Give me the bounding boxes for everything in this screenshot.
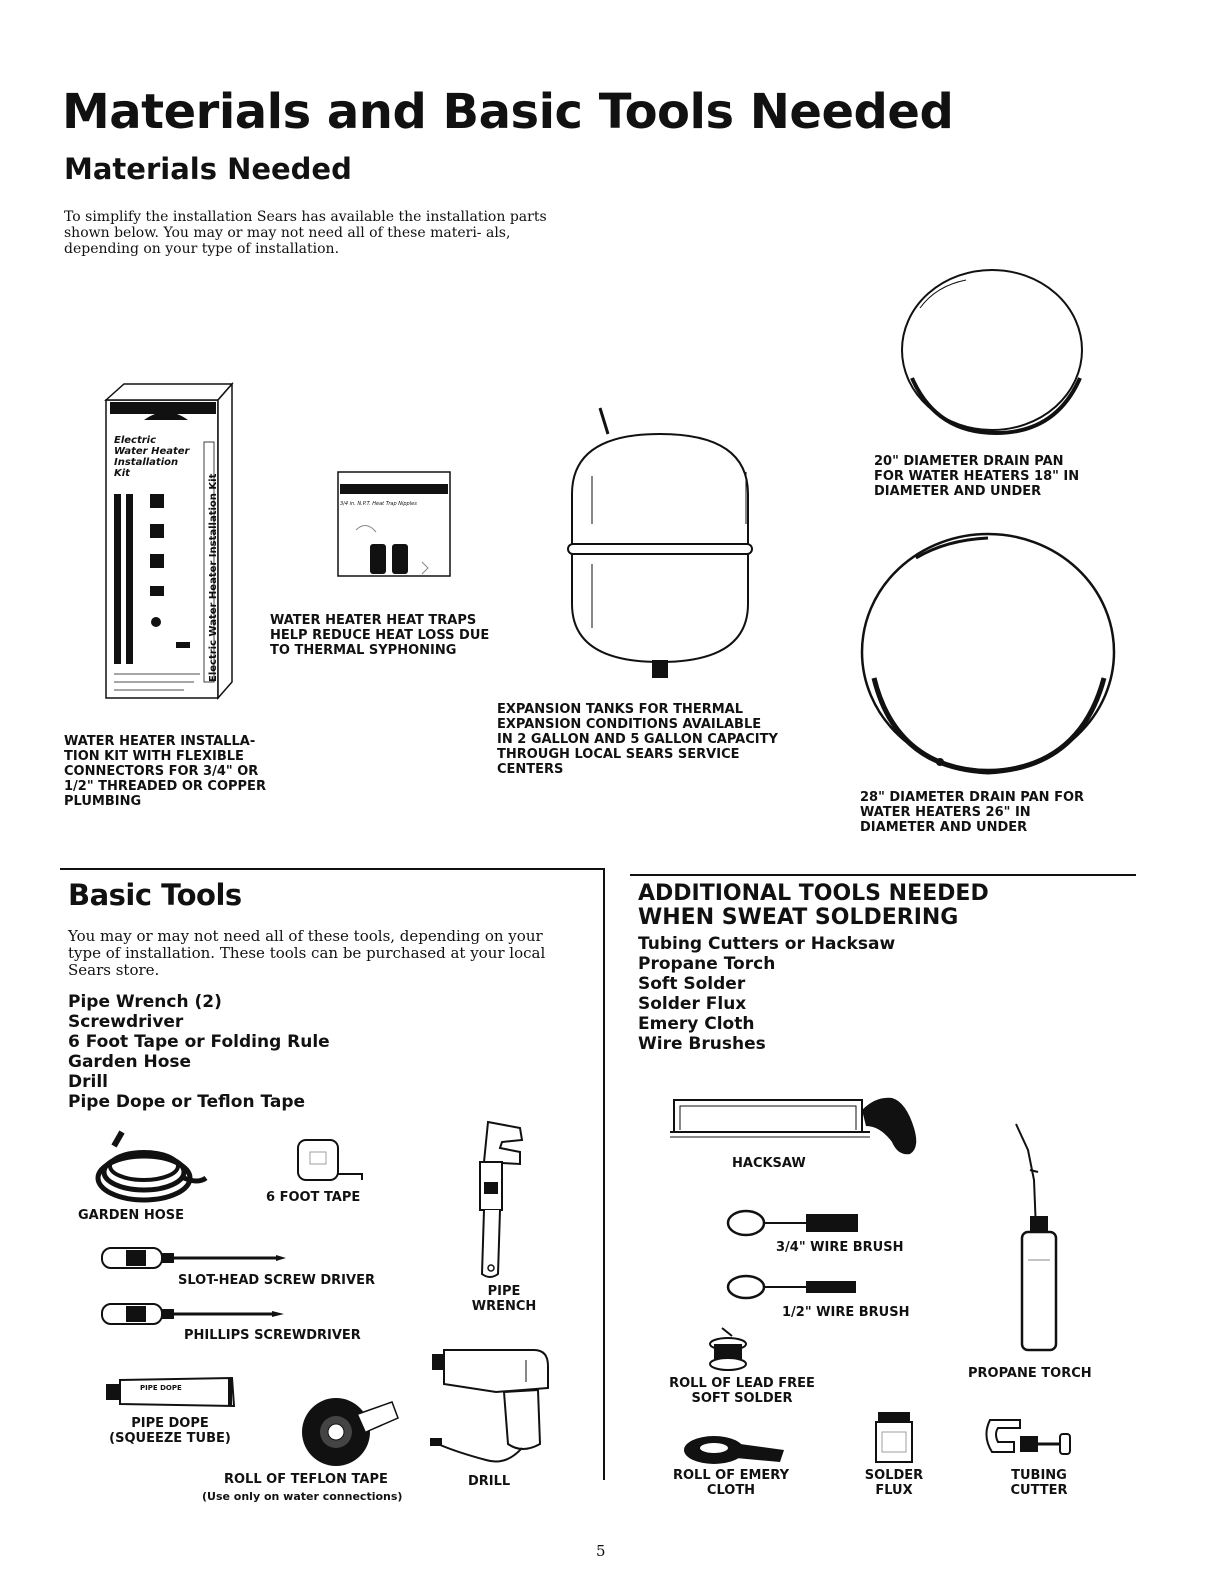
- label-line: CLOTH: [706, 1483, 756, 1498]
- pipe-wrench-label: [462, 1284, 546, 1314]
- wire-brush-34-illustration: [726, 1206, 866, 1240]
- caption-line: WATER HEATERS 26" IN: [860, 805, 1031, 820]
- kit-box-line: Electric: [114, 435, 157, 446]
- teflon-tape-note: (Use only on water connections): [202, 1490, 403, 1503]
- caption-line: IN 2 GALLON AND 5 GALLON CAPACITY: [497, 732, 778, 747]
- drain-pan-28-caption: [860, 790, 1084, 835]
- propane-torch-label: PROPANE TORCH: [968, 1366, 1092, 1381]
- wire-brush-12-label: 1/2" WIRE BRUSH: [782, 1305, 910, 1320]
- caption-line: 20" DIAMETER DRAIN PAN: [874, 454, 1064, 469]
- drain-pan-28-illustration: [856, 528, 1136, 784]
- label-line: SOLDER: [864, 1468, 924, 1483]
- list-item: Drill: [68, 1072, 108, 1092]
- hacksaw-illustration: [666, 1092, 936, 1158]
- tape-measure-illustration: [296, 1136, 368, 1186]
- list-item: Solder Flux: [638, 994, 747, 1014]
- tubing-cutter-label: [994, 1468, 1084, 1498]
- heat-trap-box-print: 3/4 in. N.P.T. Heat Trap Nipples: [340, 501, 417, 507]
- teflon-tape-illustration: [300, 1392, 410, 1472]
- caption-line: FOR WATER HEATERS 18" IN: [874, 469, 1080, 484]
- caption-line: 1/2" THREADED OR COPPER: [64, 779, 266, 794]
- kit-box-line: Water Heater: [114, 446, 190, 457]
- garden-hose-illustration: [94, 1128, 214, 1208]
- list-item: Screwdriver: [68, 1012, 184, 1032]
- emery-cloth-label: [656, 1468, 806, 1498]
- list-item: 6 Foot Tape or Folding Rule: [68, 1032, 330, 1052]
- kit-box-line: Kit: [114, 468, 130, 479]
- caption-line: TO THERMAL SYPHONING: [270, 643, 457, 658]
- kit-side-text: Electric Water Heater Installation Kit: [208, 473, 219, 682]
- additional-tools-heading: [638, 882, 989, 930]
- label-line: WRENCH: [471, 1299, 537, 1314]
- tubing-cutter-illustration: [980, 1412, 1080, 1462]
- caption-line: WATER HEATER INSTALLA-: [64, 734, 256, 749]
- hacksaw-label: HACKSAW: [732, 1156, 806, 1171]
- label-line: FLUX: [875, 1483, 913, 1498]
- expansion-tank-caption: [497, 702, 778, 777]
- solder-flux-jar-illustration: [874, 1410, 914, 1464]
- list-item: Propane Torch: [638, 954, 776, 974]
- label-line: ROLL OF EMERY: [672, 1468, 790, 1483]
- label-line: TUBING: [1011, 1468, 1067, 1483]
- basic-tools-intro: You may or may not need all of these tools, depending on your type of installation. These tools can be purchased at your local Sears store.: [68, 927, 546, 979]
- heading-line: ADDITIONAL TOOLS NEEDED: [638, 881, 989, 906]
- label-line: (SQUEEZE TUBE): [109, 1431, 231, 1446]
- caption-line: 28" DIAMETER DRAIN PAN FOR: [860, 790, 1085, 805]
- label-line: PIPE DOPE: [131, 1416, 209, 1431]
- caption-line: PLUMBING: [64, 794, 142, 809]
- caption-line: EXPANSION TANKS FOR THERMAL: [497, 702, 743, 717]
- list-item: Tubing Cutters or Hacksaw: [638, 934, 896, 954]
- slot-screwdriver-illustration: [100, 1244, 290, 1272]
- column-divider: [603, 868, 605, 1480]
- drain-pan-20-illustration: [896, 268, 1096, 448]
- materials-intro: To simplify the installation Sears has available the installation parts shown below. You may or may not need all of these materi- als, depending on your type of installation.: [64, 209, 547, 257]
- label-line: SOFT SOLDER: [691, 1391, 793, 1406]
- pipe-dope-tube-illustration: [104, 1374, 240, 1410]
- label-line: CUTTER: [1010, 1483, 1068, 1498]
- heat-traps-caption: [270, 613, 489, 658]
- basic-tools-heading: Basic Tools: [68, 878, 242, 912]
- additional-tools-rule: [630, 874, 1136, 876]
- wire-brush-12-illustration: [726, 1272, 866, 1302]
- basic-tools-rule: [60, 868, 604, 870]
- pipe-dope-tube-print: PIPE DOPE: [140, 1384, 182, 1392]
- caption-line: WATER HEATER HEAT TRAPS: [270, 613, 477, 628]
- page-title: Materials and Basic Tools Needed: [62, 84, 954, 140]
- tape-label: 6 FOOT TAPE: [266, 1190, 361, 1205]
- heading-line: WHEN SWEAT SOLDERING: [638, 905, 959, 930]
- kit-box-label: [114, 435, 189, 479]
- caption-line: EXPANSION CONDITIONS AVAILABLE: [497, 717, 762, 732]
- drill-label: DRILL: [468, 1474, 511, 1489]
- label-line: PIPE: [487, 1284, 521, 1299]
- list-item: Pipe Wrench (2): [68, 992, 222, 1012]
- list-item: Emery Cloth: [638, 1014, 755, 1034]
- caption-line: DIAMETER AND UNDER: [860, 820, 1028, 835]
- kit-caption: [64, 734, 266, 809]
- list-item: Soft Solder: [638, 974, 746, 994]
- teflon-tape-label: ROLL OF TEFLON TAPE: [224, 1472, 388, 1487]
- caption-line: TION KIT WITH FLEXIBLE: [64, 749, 244, 764]
- caption-line: CENTERS: [497, 762, 564, 777]
- pipe-dope-label: [94, 1416, 246, 1446]
- propane-torch-illustration: [1008, 1120, 1072, 1356]
- emery-cloth-illustration: [680, 1428, 790, 1468]
- list-item: Wire Brushes: [638, 1034, 766, 1054]
- caption-line: DIAMETER AND UNDER: [874, 484, 1042, 499]
- expansion-tank-illustration: [560, 404, 790, 694]
- list-item: Garden Hose: [68, 1052, 192, 1072]
- wire-brush-34-label: 3/4" WIRE BRUSH: [776, 1240, 904, 1255]
- solder-spool-illustration: [704, 1324, 754, 1374]
- list-item: Pipe Dope or Teflon Tape: [68, 1092, 306, 1112]
- drain-pan-20-caption: [874, 454, 1079, 499]
- label-line: ROLL OF LEAD FREE: [669, 1376, 815, 1391]
- basic-tools-list: [68, 992, 330, 1112]
- caption-line: HELP REDUCE HEAT LOSS DUE: [270, 628, 490, 643]
- drill-illustration: [426, 1348, 556, 1478]
- page-number: 5: [596, 1542, 606, 1560]
- heat-traps-illustration: [336, 470, 456, 580]
- materials-heading: Materials Needed: [64, 152, 352, 186]
- solder-flux-label: [854, 1468, 934, 1498]
- pipe-wrench-illustration: [462, 1118, 532, 1282]
- phillips-screwdriver-illustration: [100, 1300, 290, 1328]
- slot-screwdriver-label: SLOT-HEAD SCREW DRIVER: [178, 1273, 375, 1288]
- phillips-label: PHILLIPS SCREWDRIVER: [184, 1328, 361, 1343]
- solder-label: [652, 1376, 832, 1406]
- kit-box-line: Installation: [114, 457, 179, 468]
- caption-line: CONNECTORS FOR 3/4" OR: [64, 764, 259, 779]
- additional-tools-list: [638, 934, 895, 1054]
- garden-hose-label: GARDEN HOSE: [78, 1208, 184, 1223]
- caption-line: THROUGH LOCAL SEARS SERVICE: [497, 747, 740, 762]
